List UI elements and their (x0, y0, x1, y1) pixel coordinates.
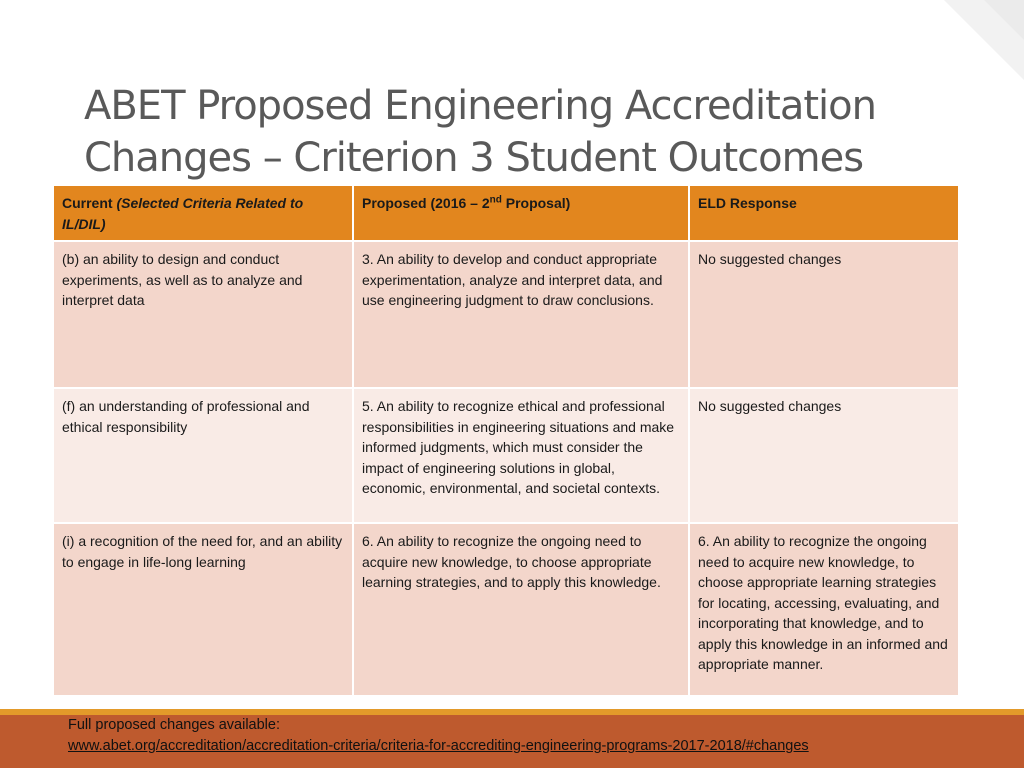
header-current-qualifier: (Selected Criteria Related to IL/DIL) (62, 195, 304, 232)
header-current: Current (Selected Criteria Related to IL/DIL) (53, 185, 353, 241)
header-eld-response: ELD Response (689, 185, 959, 241)
cell-current: (b) an ability to design and conduct experiments, as well as to analyze and interpret data (53, 241, 353, 388)
cell-eld-response: No suggested changes (689, 388, 959, 523)
footer-label: Full proposed changes available: (68, 717, 280, 733)
cell-proposed: 3. An ability to develop and conduct appropriate experimentation, analyze and interpret data, and use engineering judgment to draw conclusions. (353, 241, 689, 388)
cell-eld-response: 6. An ability to recognize the ongoing need to acquire new knowledge, to choose appropriate learning strategies for locating, accessing, evaluating, and incorporating that knowledge, and to apply this knowledge in an informed and appropriate manner. (689, 523, 959, 696)
cell-current: (i) a recognition of the need for, and an ability to engage in life-long learning (53, 523, 353, 696)
cell-eld-response: No suggested changes (689, 241, 959, 388)
table-row (53, 388, 959, 523)
slide-title-line-2: Changes – Criterion 3 Student Outcomes (84, 135, 864, 181)
header-proposed: Proposed (2016 – 2nd Proposal) (353, 185, 689, 241)
table-header-row (53, 185, 959, 241)
cell-proposed: 5. An ability to recognize ethical and professional responsibilities in engineering situations and make informed judgments, which must consider the impact of engineering solutions in global, economic, environmental, and societal contexts. (353, 388, 689, 523)
footer-text (68, 715, 809, 756)
table-row (53, 241, 959, 388)
table-row (53, 523, 959, 696)
slide-title-line-1: ABET Proposed Engineering Accreditation (84, 83, 876, 129)
outcomes-table (52, 184, 960, 697)
cell-proposed: 6. An ability to recognize the ongoing need to acquire new knowledge, to choose appropriate learning strategies, and to apply this knowledge. (353, 523, 689, 696)
abet-changes-link[interactable]: www.abet.org/accreditation/accreditation-criteria/criteria-for-accrediting-engineering-programs-2017-2018/#changes (68, 737, 809, 754)
cell-current: (f) an understanding of professional and ethical responsibility (53, 388, 353, 523)
slide-title (84, 80, 944, 184)
